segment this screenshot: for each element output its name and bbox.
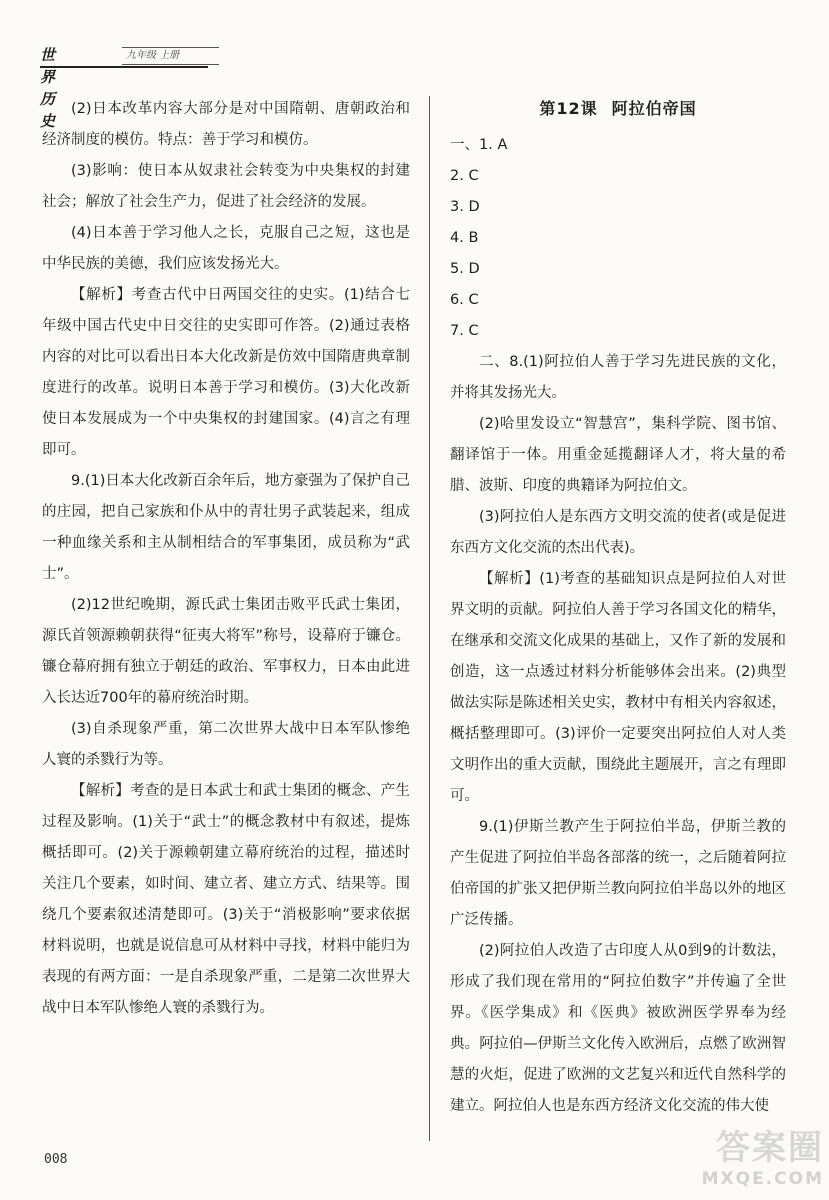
lesson-name: 阿拉伯帝国	[611, 99, 697, 118]
site-watermark	[686, 1128, 824, 1198]
column-divider	[429, 96, 430, 1141]
lesson-number: 第12课	[539, 99, 598, 118]
page-number: 008	[44, 1152, 68, 1167]
answer-item: 4. B	[450, 230, 479, 246]
watermark-url: MXQE.COM	[701, 1169, 824, 1189]
left-paragraph: (2)日本改革内容大部分是对中国隋朝、唐朝政治和经济制度的模仿。特点：善于学习和模仿。	[42, 101, 410, 148]
right-analysis-paragraph: 【解析】(1)考查的基础知识点是阿拉伯人对世界文明的贡献。阿拉伯人善于学习各国文化的精华，在继承和交流文化成果的基础上，又作了新的发展和创造，这一点透过材料分析能够体会出来。(2)典型做法实际是陈述相关史实，教材中有相关内容叙述，概括整理即可。(3)评价一定要突出阿拉伯人对人类文明作出的重大贡献，围绕此主题展开，言之有理即可。	[450, 571, 786, 804]
left-paragraph: (3)影响：使日本从奴隶社会转变为中央集权的封建社会；解放了社会生产力，促进了社会经济的发展。	[42, 163, 410, 210]
header-grade: 九年级 上册	[122, 47, 219, 65]
lesson-title	[450, 92, 786, 126]
answer-item: 2. C	[450, 168, 479, 184]
answer-item: 5. D	[450, 261, 480, 277]
right-paragraph: (3)阿拉伯人是东西方文明交流的使者(或是促进东西方文化交流的杰出代表)。	[450, 509, 786, 556]
answer-item: 3. D	[450, 199, 480, 215]
left-paragraph: (3)自杀现象严重，第二次世界大战中日本军队惨绝人寰的杀戮行为等。	[42, 721, 410, 768]
answer-item: 6. C	[450, 292, 479, 308]
left-paragraph: 9.(1)日本大化改新百余年后，地方豪强为了保护自己的庄园，把自己家族和仆从中的青壮男子武装起来，组成一种血缘关系和主从制相结合的军事集团，成员称为“武士”。	[42, 473, 410, 582]
right-paragraph: (2)阿拉伯人改造了古印度人从0到9的计数法，形成了我们现在常用的“阿拉伯数字”并传遍了全世界。《医学集成》和《医典》被欧洲医学界奉为经典。阿拉伯—伊斯兰文化传入欧洲后，点燃了欧洲智慧的火炬，促进了欧洲的文艺复兴和近代自然科学的建立。阿拉伯人也是东西方经济文化交流的伟大使	[450, 943, 786, 1114]
right-paragraph: 二、8.(1)阿拉伯人善于学习先进民族的文化，并将其发扬光大。	[450, 354, 786, 401]
header-book-title: 世界历史	[40, 46, 56, 130]
answer-item: 一、1. A	[450, 137, 508, 153]
left-paragraph: (2)12世纪晚期，源氏武士集团击败平氏武士集团，源氏首领源赖朝获得“征夷大将军”称号，设幕府于镰仓。镰仓幕府拥有独立于朝廷的政治、军事权力，日本由此进入长达近700年的幕府统治时期。	[42, 597, 410, 706]
answer-item: 7. C	[450, 323, 479, 339]
left-paragraph: (4)日本善于学习他人之长，克服自己之短，这也是中华民族的美德，我们应该发扬光大。	[42, 225, 410, 272]
left-column	[42, 94, 410, 1024]
watermark-logo: 答案圈	[716, 1128, 824, 1168]
right-paragraph: 9.(1)伊斯兰教产生于阿拉伯半岛，伊斯兰教的产生促进了阿拉伯半岛各部落的统一，之后随着阿拉伯帝国的扩张又把伊斯兰教向阿拉伯半岛以外的地区广泛传播。	[450, 819, 786, 928]
left-analysis-paragraph: 【解析】考查古代中日两国交往的史实。(1)结合七年级中国古代史中日交往的史实即可作答。(2)通过表格内容的对比可以看出日本大化改新是仿效中国隋唐典章制度进行的改革。说明日本善于学习和模仿。(3)大化改新使日本发展成为一个中央集权的封建国家。(4)言之有理即可。	[42, 287, 410, 458]
right-column	[450, 92, 786, 1122]
header-rule	[40, 66, 208, 68]
left-analysis-paragraph: 【解析】考查的是日本武士和武士集团的概念、产生过程及影响。(1)关于“武士”的概念教材中有叙述，提炼概括即可。(2)关于源赖朝建立幕府统治的过程，描述时关注几个要素，如时间、建立者、建立方式、结果等。围绕几个要素叙述清楚即可。(3)关于“消极影响”要求依据材料说明，也就是说信息可从材料中寻找，材料中能归为表现的有两方面：一是自杀现象严重，二是第二次世界大战中日本军队惨绝人寰的杀戮行为。	[42, 783, 410, 1016]
right-paragraph: (2)哈里发设立“智慧宫”，集科学院、图书馆、翻译馆于一体。用重金延揽翻译人才，将大量的希腊、波斯、印度的典籍译为阿拉伯文。	[450, 416, 786, 494]
